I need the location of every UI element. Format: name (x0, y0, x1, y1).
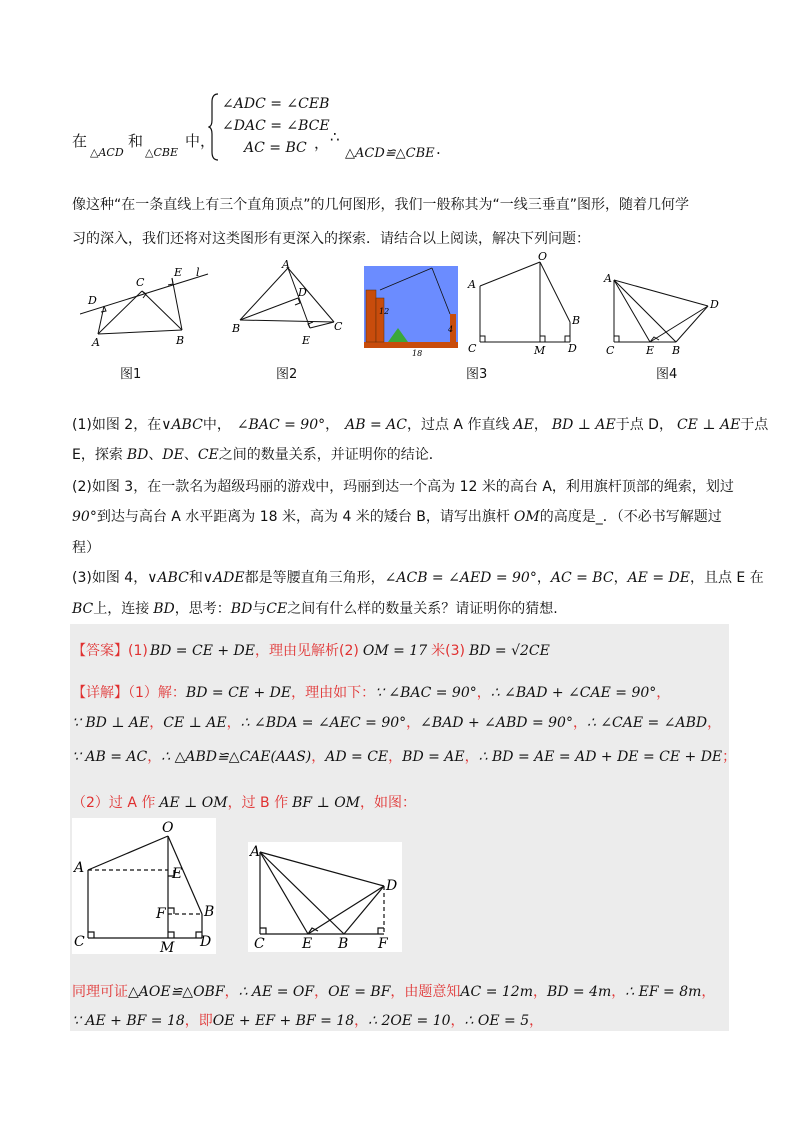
fig4-label-e: E (646, 344, 655, 357)
caption-figure-2: 图2 (276, 367, 298, 382)
figa-label-a: A (74, 860, 85, 876)
solution-figure-b (248, 842, 402, 952)
intro-line-1: 像这种“在一条直线上有三个直角顶点”的几何图形，我们一般称其为“一线三垂直”图形，随着几何学 (72, 197, 690, 213)
caption-figure-1: 图1 (120, 367, 142, 382)
triangle-acd: △ACD (90, 146, 124, 159)
fig1-label-c: C (136, 276, 145, 289)
question-2-line-1: (2)如图 3，在一款名为超级玛丽的游戏中，玛丽到达一个高为 12 米的高台 A，利用旗杆顶部的绳索，划过 (72, 479, 734, 495)
fig4-label-c: C (606, 344, 615, 357)
fig2-label-d: D (298, 286, 307, 299)
text-zai: 在 (72, 132, 88, 150)
fig2-label-a: A (282, 258, 290, 271)
fig3-label-4: 4 (448, 325, 454, 334)
figure-3-game-screenshot (364, 266, 458, 358)
figb-label-d: D (386, 878, 398, 894)
question-2-line-2: 90°到达与高台 A 水平距离为 18 米，高为 4 米的矮台 B，请写出旗杆 OM的高度是_．（不必书写解题过 (72, 509, 722, 525)
figa-label-d: D (200, 934, 212, 950)
fig3-label-b: B (572, 314, 581, 327)
fig1-label-e: E (174, 266, 183, 279)
left-brace-icon (208, 92, 220, 162)
detail-line-5: 同理可证△AOE≌△OBF，∴ AE = OF，OE = BF，由题意知AC = 12m，BD = 4m，∴ EF = 8m， (72, 984, 716, 1000)
question-3-line-1: (3)如图 4，∨ABC和∨ADE都是等腰直角三角形，∠ACB = ∠AED = 90°，AC = BC，AE = DE，且点 E 在 (72, 570, 764, 586)
fig3-label-18: 18 (412, 349, 423, 358)
congruence-conclusion: △ACD≌△CBE (345, 146, 435, 161)
solution-figure-a (72, 818, 216, 954)
figure-1 (80, 266, 210, 351)
answer-line: 【答案】(1) BD = CE + DE，理由见解析(2) OM = 17 米(3) BD = √2CE (72, 643, 550, 659)
figb-label-f: F (378, 936, 388, 952)
fig3-label-m: M (534, 344, 546, 356)
caption-figure-4: 图4 (656, 367, 678, 382)
detail-line-2: ∵ BD ⊥ AE，CE ⊥ AE，∴ ∠BDA = ∠AEC = 90°，∠BAD + ∠ABD = 90°，∴ ∠CAE = ∠ABD， (72, 715, 722, 731)
fig4-label-a: A (604, 272, 612, 285)
intro-line-2: 习的深入，我们还将对这类图形有更深入的探索．请结合以上阅读，解决下列问题： (72, 231, 590, 247)
figb-label-b: B (338, 936, 349, 952)
question-1-line-2: E，探索 BD、DE、CE之间的数量关系，并证明你的结论． (72, 447, 443, 463)
fig2-label-b: B (232, 322, 241, 335)
detail-line-3: ∵ AB = AC，∴ △ABD≌△CAE(AAS)，AD = CE，BD = AE，∴ BD = AE = AD + DE = CE + DE； (72, 749, 737, 765)
therefore-icon: ∴ (330, 128, 340, 146)
fig3-label-a: A (468, 278, 476, 291)
figb-label-e: E (302, 936, 313, 952)
question-3-line-2: BC上，连接 BD，思考：BD与CE之间有什么样的数量关系？请证明你的猜想. (72, 601, 558, 617)
figb-label-a: A (250, 844, 261, 860)
figa-label-b: B (204, 904, 215, 920)
fig2-label-c: C (334, 320, 343, 333)
fig3-label-c: C (468, 342, 477, 355)
fig3-label-o: O (538, 250, 548, 263)
text-he: 和 (128, 132, 144, 150)
fig4-label-b: B (672, 344, 681, 357)
fig3-label-d: D (568, 342, 577, 355)
system-line-2: ∠DAC = ∠BCE (222, 118, 330, 134)
figure-2 (230, 258, 345, 348)
figa-label-c: C (74, 934, 85, 950)
figa-label-f: F (156, 906, 166, 922)
figure-3-diagram (462, 250, 592, 356)
question-1-line-1: (1)如图 2，在∨ABC中， ∠BAC = 90°， AB = AC，过点 A 作直线 AE， BD ⊥ AE于点 D， CE ⊥ AE于点 (72, 417, 769, 433)
system-line-3: AC = BC (244, 140, 307, 156)
fig1-label-b: B (176, 334, 185, 347)
triangle-cbe: △CBE (145, 146, 178, 159)
detail-line-6: ∵ AE + BF = 18，即OE + EF + BF = 18，∴ 2OE = 10，∴ OE = 5， (72, 1013, 544, 1029)
detail-line-4: （2）过 A 作 AE ⊥ OM，过 B 作 BF ⊥ OM，如图： (72, 795, 417, 811)
fig4-label-d: D (710, 298, 719, 311)
figa-label-e: E (172, 866, 183, 882)
figa-label-m: M (160, 940, 175, 954)
text-zhong: 中， (185, 132, 216, 150)
text-period: . (436, 140, 441, 158)
fig1-label-l: l (196, 266, 200, 279)
fig2-label-e: E (302, 334, 311, 347)
figure-4 (600, 270, 725, 358)
text-comma: ， (314, 134, 330, 152)
system-line-1: ∠ADC = ∠CEB (222, 96, 330, 112)
detail-line-1: 【详解】（1）解：BD = CE + DE，理由如下：∵ ∠BAC = 90°，∴ ∠BAD + ∠CAE = 90°， (72, 685, 671, 701)
figa-label-o: O (162, 820, 174, 836)
fig1-label-d: D (88, 294, 97, 307)
fig3-label-12: 12 (379, 307, 390, 316)
caption-figure-3: 图3 (466, 367, 488, 382)
question-2-line-3: 程） (72, 540, 100, 556)
fig1-label-a: A (92, 336, 100, 349)
figb-label-c: C (254, 936, 265, 952)
